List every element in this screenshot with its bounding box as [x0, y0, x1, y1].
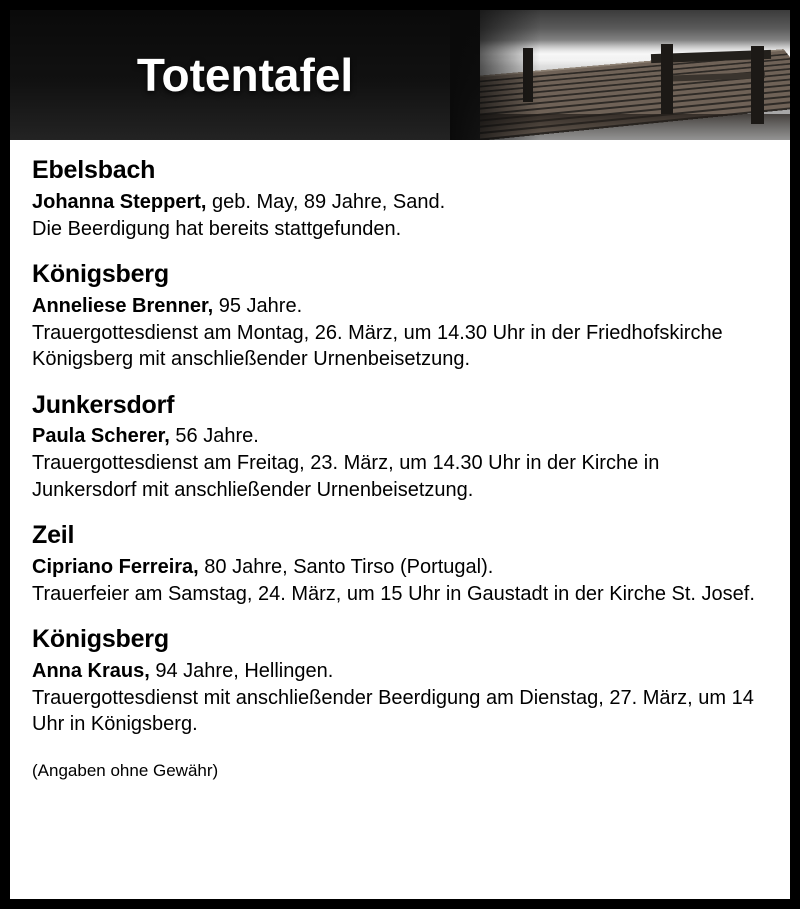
notice-place: Königsberg [32, 625, 169, 654]
masthead-banner [10, 10, 790, 140]
notice-item [32, 521, 768, 607]
notice-detail-text: Die Beerdigung hat bereits stattgefunden. [32, 217, 402, 240]
notice-item [32, 156, 768, 242]
notice-place: Zeil [32, 521, 75, 550]
notice-person-name: Anna Kraus, [32, 660, 150, 683]
notice-person-details: 80 Jahre, Santo Tirso (Portugal). [198, 555, 494, 578]
notice-person-name: Anneliese Brenner, [32, 294, 214, 317]
notice-place: Königsberg [32, 260, 169, 289]
notice-detail-text: Trauergottesdienst am Montag, 26. März, um 14.30 Uhr in der Friedhofskirche Königsberg mit anschließender Urnenbeisetzung. [32, 321, 723, 371]
obituary-sheet [10, 10, 790, 899]
notice-person-details: geb. May, 89 Jahre, Sand. [206, 190, 446, 213]
disclaimer-note: (Angaben ohne Gewähr) [32, 760, 219, 780]
notice-detail-text: Trauergottesdienst am Freitag, 23. März, um 14.30 Uhr in der Kirche in Junkersdorf mit anschließender Urnenbeisetzung. [32, 452, 660, 501]
page-title: Totentafel [136, 49, 354, 101]
notice-place: Junkersdorf [32, 390, 175, 419]
notice-person-details: 56 Jahre. [169, 425, 259, 448]
notice-person-name: Johanna Steppert, [32, 190, 207, 213]
notice-person-name: Cipriano Ferreira, [32, 555, 199, 578]
notice-person-details: 95 Jahre. [213, 294, 303, 317]
notice-item [32, 391, 768, 504]
notice-person-details: 94 Jahre, Hellingen. [149, 660, 334, 683]
notice-item [32, 260, 768, 373]
notice-person-name: Paula Scherer, [32, 425, 170, 448]
notice-detail-text: Trauergottesdienst mit anschließender Beerdigung am Dienstag, 27. März, um 14 Uhr in Königsberg. [32, 687, 754, 736]
notice-person [32, 658, 768, 684]
notice-person [32, 293, 768, 319]
notice-detail-text: Trauerfeier am Samstag, 24. März, um 15 Uhr in Gaustadt in der Kirche St. Josef. [32, 582, 755, 605]
pier-post-right [751, 46, 764, 124]
notice-item [32, 625, 768, 738]
notice-person [32, 423, 768, 449]
notices-list [10, 140, 790, 782]
notice-person [32, 554, 768, 580]
pier-post-middle [661, 44, 673, 114]
notice-person [32, 189, 768, 215]
notice-place: Ebelsbach [32, 156, 156, 184]
